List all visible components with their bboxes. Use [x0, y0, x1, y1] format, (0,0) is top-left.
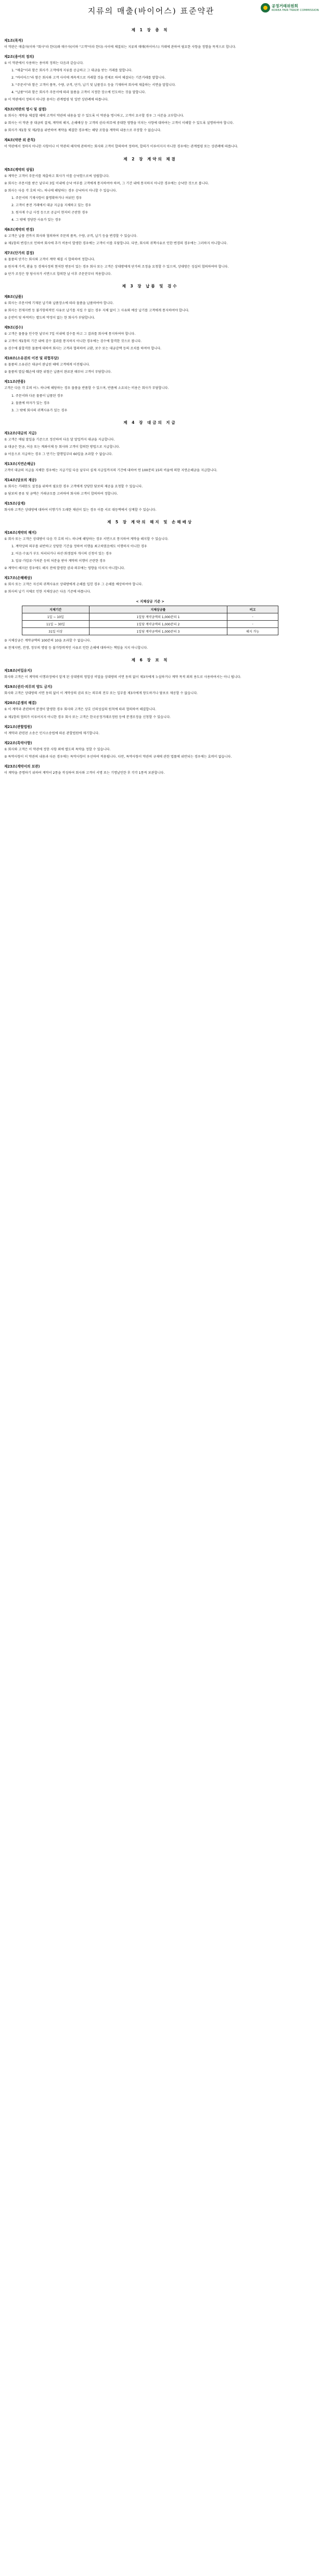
sub-item: 1. 주문서의 기재사항이 불명확하거나 허위인 경우 — [11, 196, 82, 200]
penalty-table — [22, 606, 279, 635]
numbered-clause: ① 고객은 납품 전까지 회사와 협의하여 주문의 품목, 수량, 규격, 납기 등을 변경할 수 있습니다. — [4, 234, 138, 238]
article-heading: 제2조(용어의 정의) — [4, 55, 34, 59]
article-heading: 제14조(담보의 제공) — [4, 477, 37, 482]
numbered-clause: ① 회사와 고객은 이 약관에 정한 사항 외에 별도의 특약을 정할 수 있습니다. — [4, 747, 111, 751]
sub-item: 2. 어음·수표가 부도 처리되거나 파산·회생절차 개시의 신청이 있는 경우 — [11, 552, 112, 556]
chapter-heading: 제 3 장 납품 및 검수 — [122, 284, 178, 289]
article-heading: 제1조(목적) — [4, 39, 23, 43]
sub-item: 1. 계약상의 의무를 위반하고 상당한 기간을 정하여 이행을 최고하였음에도 이행하지 아니한 경우 — [11, 545, 147, 549]
numbered-clause: ③ 검수에 불합격한 물품에 대하여 회사는 고객과 협의하여 교환, 보수 또는 대금감액 등의 조치를 하여야 합니다. — [4, 347, 161, 351]
sub-item: 2. 물품에 하자가 있는 경우 — [11, 401, 50, 405]
article-heading: 제16조(계약의 해지) — [4, 530, 37, 535]
numbered-clause: ① 회사는 주문서에 기재된 납기와 납품장소에 따라 물품을 납품하여야 합니다. — [4, 301, 114, 306]
sub-item: 3. 그 밖에 회사의 귀책사유가 있는 경우 — [11, 408, 68, 412]
article-heading: 제15조(상계) — [4, 501, 25, 506]
numbered-clause: ② 이 약관에서 정하지 아니한 용어는 관계법령 및 일반 상관례에 따릅니다. — [4, 98, 109, 102]
table-cell: 1일당 계약금액의 1,000분의 3 — [89, 628, 227, 635]
article-heading: 제21조(관할법원) — [4, 724, 32, 729]
article-heading: 제23조(계약서의 보관) — [4, 764, 40, 769]
numbered-clause: ② 원자재 가격, 환율 등 경제사정의 현저한 변동이 있는 경우 회사 또는 고객은 상대방에게 단가의 조정을 요청할 수 있으며, 상대방은 성실히 협의하여야 합니다. — [4, 265, 229, 269]
chapter-heading: 제 4 장 대금의 지급 — [123, 420, 177, 425]
numbered-clause: ② 담보의 종류 및 금액은 거래규모를 고려하여 회사와 고객이 합의하여 정합니다. — [4, 492, 118, 496]
article-heading: 제10조(소유권의 이전 및 위험부담) — [4, 356, 59, 361]
article-heading: 제11조(반품) — [4, 380, 25, 384]
chapter-heading: 제 6 장 보 칙 — [131, 658, 169, 663]
article-paragraph: 이 계약을 증명하기 위하여 계약서 2통을 작성하여 회사와 고객이 서명 또는 기명날인한 후 각각 1통씩 보관합니다. — [4, 771, 165, 775]
numbered-clause: ② 고객이 제1항의 기간 내에 검수 결과를 통지하지 아니한 경우에는 검수에 합격한 것으로 봅니다. — [4, 340, 142, 344]
numbered-clause: ③ 회사가 제1항 및 제2항을 위반하여 계약을 체결한 경우에는 해당 조항을 계약의 내용으로 주장할 수 없습니다. — [4, 129, 161, 133]
numbered-clause: ① 고객은 매월 말일을 기준으로 정산하여 다음 달 말일까지 대금을 지급합니다. — [4, 437, 115, 442]
numbered-clause: ② 대금은 현금, 어음 또는 계좌이체 등 회사와 고객이 합의한 방법으로 지급합니다. — [4, 445, 120, 449]
agency-logo — [261, 2, 319, 18]
chapter-heading: 제 1 장 총 칙 — [131, 28, 169, 32]
numbered-clause: ② 제1항의 변경으로 인하여 회사에 추가 비용이 발생한 경우에는 고객이 이를 부담합니다. 다만, 회사의 귀책사유로 인한 변경의 경우에는 그러하지 아니합니다. — [4, 241, 228, 245]
numbered-clause: ① 회사 또는 고객은 상대방이 다음 각 호의 어느 하나에 해당하는 경우 서면으로 통지하여 계약을 해지할 수 있습니다. — [4, 537, 169, 541]
sub-item: 4. 그 밖에 정당한 사유가 있는 경우 — [11, 218, 61, 222]
numbered-clause: ① 이 계약과 관련하여 분쟁이 발생한 경우 회사와 고객은 상호 신의성실의 원칙에 따라 협의하여 해결합니다. — [4, 708, 157, 712]
article-paragraph: 이 계약과 관련된 소송은 민사소송법에 따른 관할법원에 제기합니다. — [4, 731, 100, 735]
document-body — [4, 21, 296, 778]
article-paragraph: 회사와 고객은 상대방의 서면 동의 없이 이 계약상의 권리 또는 의무의 전부 또는 일부를 제3자에게 양도하거나 담보로 제공할 수 없습니다. — [4, 692, 198, 696]
numbered-clause: ② 제1항의 협의가 이루어지지 아니한 경우 회사 또는 고객은 한국공정거래조정원 등에 분쟁조정을 신청할 수 있습니다. — [4, 715, 171, 719]
article-heading: 제18조(비밀유지) — [4, 669, 32, 673]
article-heading: 제22조(특약사항) — [4, 740, 32, 745]
article-heading: 제20조(분쟁의 해결) — [4, 701, 37, 706]
numbered-clause: ① 회사는 거래한도 설정을 위하여 필요한 경우 고객에게 상당한 담보의 제공을 요청할 수 있습니다. — [4, 484, 143, 488]
article-heading: 제6조(계약의 변경) — [4, 227, 34, 232]
article-heading: 제13조(지연손해금) — [4, 461, 35, 466]
table-row — [22, 621, 278, 628]
sub-item: 3. "주문서"라 함은 고객이 품목, 수량, 규격, 단가, 납기 및 납품장소 등을 기재하여 회사에 제출하는 서면을 말합니다. — [11, 83, 176, 87]
numbered-clause: ② 회사의 납기 지체로 인한 지체상금은 다음 기준에 따릅니다. — [4, 590, 91, 594]
logo-mark-icon — [261, 3, 270, 12]
article-paragraph: 회사와 고객은 이 계약의 이행과정에서 알게 된 상대방의 영업상 비밀을 상대방의 서면 동의 없이 제3자에게 누설하거나 계약 목적 외의 용도로 사용하여서는 아니 됩니다. — [4, 675, 241, 680]
article-heading: 제9조(검수) — [4, 325, 23, 330]
sub-item: 2. "바이어스"라 함은 회사와 고객 사이에 계속적으로 거래할 것을 전제로 하여 체결되는 기본거래를 말합니다. — [11, 76, 166, 80]
numbered-clause: ② 특약사항이 이 약관의 내용과 다른 경우에는 특약사항이 우선하여 적용됩니다. 다만, 특약사항이 약관의 규제에 관한 법률에 위반되는 경우에는 효력이 없습니다. — [4, 755, 232, 759]
table-cell: - — [227, 613, 278, 621]
numbered-clause: ② 물품의 멸실·훼손에 대한 위험은 납품이 완료된 때부터 고객이 부담합니다. — [4, 370, 112, 374]
numbered-clause: ③ 단가 조정은 양 당사자가 서면으로 합의한 날 이후 주문분부터 적용합니다. — [4, 272, 112, 277]
chapter-heading: 제 5 장 계약의 해지 및 손해배상 — [107, 519, 193, 524]
logo-name: 공정거래위원회 — [272, 4, 298, 8]
table-cell: - — [227, 621, 278, 628]
sub-item: 1. "매출"이라 함은 회사가 고객에게 지류를 공급하고 그 대금을 받는 거래를 말합니다. — [11, 69, 133, 73]
article-heading: 제8조(납품) — [4, 295, 23, 299]
numbered-clause: ② 계약이 해지된 경우에도 해지 전에 발생한 권리·의무에는 영향을 미치지 아니합니다. — [4, 567, 125, 571]
table-cell: 31일 이상 — [22, 628, 89, 635]
sub-item: 1. 주문서와 다른 물품이 납품된 경우 — [11, 394, 63, 398]
numbered-clause: ① 계약은 고객이 주문서를 제출하고 회사가 이를 승낙함으로써 성립합니다. — [4, 174, 110, 178]
numbered-clause: ① 회사는 계약을 체결할 때에 고객이 약관의 내용을 알 수 있도록 이 약관을 명시하고, 고객이 요구할 경우 그 사본을 교부합니다. — [4, 114, 184, 118]
numbered-clause: ② 회사는 천재지변 등 불가항력적인 사유로 납기를 지킬 수 없는 경우 지체 없이 그 사유와 예상 납기를 고객에게 통지하여야 합니다. — [4, 309, 189, 313]
numbered-clause: ③ 회사는 다음 각 호의 어느 하나에 해당하는 경우 승낙하지 아니할 수 있습니다. — [4, 189, 117, 193]
table-cell: 11일 ~ 30일 — [22, 621, 89, 628]
numbered-clause: ③ 지체상금은 계약금액의 100분의 10을 초과할 수 없습니다. — [4, 639, 91, 643]
article-heading: 제5조(계약의 성립) — [4, 167, 34, 172]
chapter-heading: 제 2 장 계약의 체결 — [123, 156, 177, 161]
numbered-clause: ① 물품의 단가는 회사와 고객이 계약 체결 시 합의하여 정합니다. — [4, 257, 95, 261]
numbered-clause: ② 회사는 이 약관 중 대금의 결제, 계약의 해지, 손해배상 등 고객의 권리·의무에 중대한 영향을 미치는 사항에 대하여는 고객이 이해할 수 있도록 설명하여야 합니다. — [4, 121, 234, 125]
article-paragraph: 고객은 다음 각 호의 어느 하나에 해당하는 경우 물품을 반품할 수 있으며, 반품에 소요되는 비용은 회사가 부담합니다. — [4, 386, 169, 391]
numbered-clause: ① 물품의 소유권은 대금이 완납된 때에 고객에게 이전됩니다. — [4, 363, 90, 367]
table-header-cell: 지체기간 — [22, 606, 89, 613]
document-title: 지류의 매출(바이어스) 표준약관 — [87, 6, 215, 16]
table-header-cell: 비고 — [227, 606, 278, 613]
table-cell: 1일당 계약금액의 1,000분의 1 — [89, 613, 227, 621]
sub-item: 4. "납품"이라 함은 회사가 주문서에 따라 물품을 고객이 지정한 장소에 인도하는 것을 말합니다. — [11, 91, 146, 95]
table-cell: 1일 ~ 10일 — [22, 613, 89, 621]
sub-item: 3. 원자재 수급 사정 등으로 공급이 현저히 곤란한 경우 — [11, 210, 88, 215]
table-cell: 해지 가능 — [227, 628, 278, 635]
table-row — [22, 628, 278, 635]
table-caption: < 지체상금 기준 > — [136, 599, 164, 604]
table-row — [22, 613, 278, 621]
numbered-clause: ③ 운반비 및 하역비는 별도의 약정이 없는 한 회사가 부담합니다. — [4, 316, 95, 320]
article-paragraph: 회사와 고객은 상대방에 대하여 이행기가 도래한 채권이 있는 경우 이를 서로 대등액에서 상계할 수 있습니다. — [4, 508, 157, 512]
numbered-clause: ① 회사 또는 고객은 자신의 귀책사유로 상대방에게 손해를 입힌 경우 그 손해를 배상하여야 합니다. — [4, 583, 143, 587]
article-heading: 제12조(대금의 지급) — [4, 431, 37, 435]
sub-item: 2. 고객이 종전 거래에서 대금 지급을 지체하고 있는 경우 — [11, 203, 92, 207]
numbered-clause: ① 이 약관에서 사용하는 용어의 정의는 다음과 같습니다. — [4, 61, 84, 66]
article-paragraph: 이 약관에서 정하지 아니한 사항이나 이 약관의 해석에 관하여는 회사와 고객이 합의하여 정하며, 합의가 이루어지지 아니한 경우에는 관계법령 또는 상관례에 따릅니다. — [4, 145, 238, 149]
logo-subtitle: KOREA FAIR TRADE COMMISSION — [272, 9, 319, 12]
numbered-clause: ④ 천재지변, 전쟁, 정부의 명령 등 불가항력적인 사유로 인한 손해에 대하여는 책임을 지지 아니합니다. — [4, 646, 148, 650]
article-heading: 제4조(약관 외 준칙) — [4, 138, 35, 143]
article-heading: 제3조(약관의 명시 및 설명) — [4, 107, 47, 112]
article-heading: 제19조(권리·의무의 양도 금지) — [4, 685, 53, 689]
numbered-clause: ③ 어음으로 지급하는 경우 그 만기는 발행일부터 60일을 초과할 수 없습니다. — [4, 452, 113, 456]
article-heading: 제17조(손해배상) — [4, 576, 32, 581]
sub-item: 3. 압류·가압류·가처분 등의 처분을 받아 계약의 이행이 곤란한 경우 — [11, 559, 106, 563]
numbered-clause: ② 회사는 주문서를 받은 날부터 3일 이내에 승낙 여부를 고객에게 통지하여야 하며, 그 기간 내에 통지하지 아니한 경우에는 승낙한 것으로 봅니다. — [4, 181, 209, 185]
article-paragraph: 고객이 대금의 지급을 지체한 경우에는 지급기일 다음 날부터 실제 지급일까지의 기간에 대하여 연 100분의 15의 비율에 의한 지연손해금을 지급합니다. — [4, 468, 218, 472]
article-paragraph: 이 약관은 매출자(이하 "회사"라 한다)와 매수자(이하 "고객"이라 한다) 사이에 체결되는 지류의 매매(바이어스) 거래에 관하여 필요한 사항을 정함을 목적으로 합니다. — [4, 45, 236, 49]
table-header-cell: 지체상금률 — [89, 606, 227, 613]
table-cell: 1일당 계약금액의 1,000분의 2 — [89, 621, 227, 628]
numbered-clause: ① 고객은 물품을 인수한 날부터 7일 이내에 검수를 하고 그 결과를 회사에 통지하여야 합니다. — [4, 332, 136, 336]
article-heading: 제7조(단가의 결정) — [4, 250, 34, 255]
